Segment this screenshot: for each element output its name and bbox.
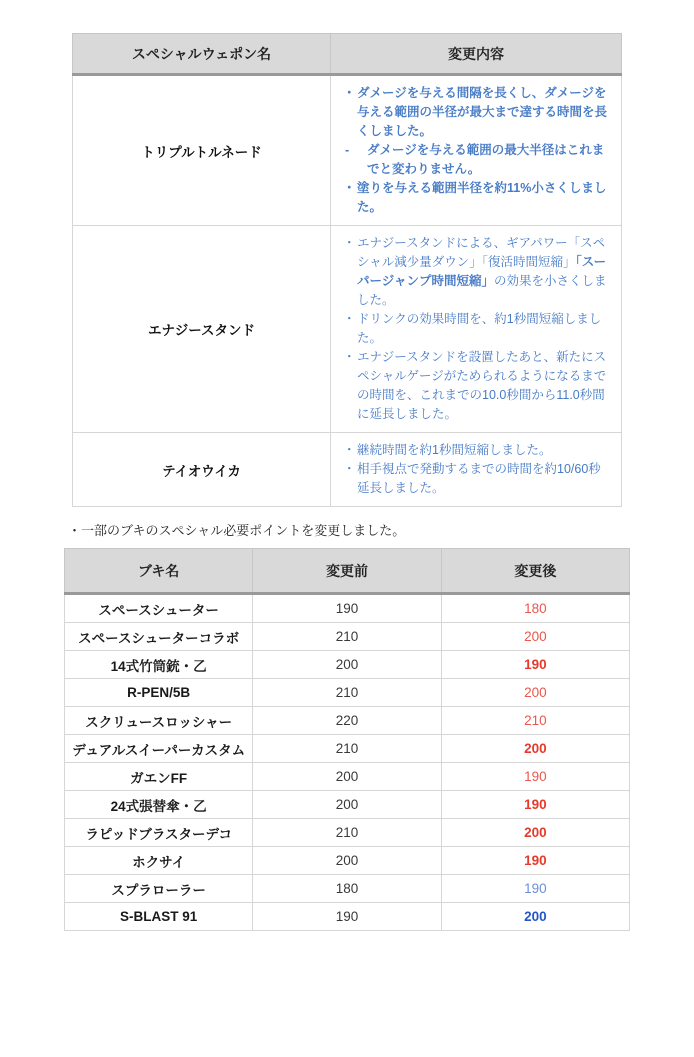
points-after-cell: 200	[441, 903, 629, 931]
points-after-cell: 190	[441, 847, 629, 875]
points-before-cell: 200	[253, 651, 441, 679]
change-text-bold-segment: 「スーパージャンプ時間短縮」	[357, 255, 607, 288]
points-after-cell: 180	[441, 594, 629, 623]
points-before-cell: 210	[253, 735, 441, 763]
points-table-row	[65, 875, 630, 903]
points-table-row	[65, 679, 630, 707]
changes-cell	[331, 75, 622, 226]
points-table-row	[65, 735, 630, 763]
points-table-row	[65, 763, 630, 791]
points-after-cell: 210	[441, 707, 629, 735]
points-weapon-cell: デュアルスイーパーカスタム	[65, 735, 253, 763]
change-text-segment: 相手視点で発動するまでの時間を約10/60秒延長しました。	[357, 462, 601, 495]
change-text-bold-segment: 塗りを与える範囲半径を約11%小さくしました。	[357, 181, 607, 214]
weapon-name-cell: テイオウイカ	[73, 433, 331, 507]
change-text-segment: エナジースタンドによる、ギアパワー「スペシャル減少量ダウン」「復活時間短縮」	[357, 236, 606, 269]
points-after-cell: 190	[441, 651, 629, 679]
special-table-row	[73, 75, 622, 226]
points-after-cell: 190	[441, 875, 629, 903]
points-before-cell: 210	[253, 819, 441, 847]
points-weapon-cell: 24式張替傘・乙	[65, 791, 253, 819]
change-line	[343, 234, 611, 310]
patch-notes-page	[0, 33, 694, 1057]
changes-cell	[331, 433, 622, 507]
points-weapon-cell: スペースシューター	[65, 594, 253, 623]
points-weapon-cell: ホクサイ	[65, 847, 253, 875]
special-table-header-changes: 変更内容	[331, 34, 622, 75]
points-before-cell: 190	[253, 903, 441, 931]
special-weapon-table	[72, 33, 622, 507]
change-text-segment: エナジースタンドを設置したあと、新たにスペシャルゲージがためられるようになるまでの時間を、これまでの10.0秒間から11.0秒間に延長しました。	[357, 350, 607, 421]
change-line	[343, 460, 611, 498]
change-text-bold-segment: ダメージを与える範囲の最大半径はこれまでと変わりません。	[367, 143, 605, 176]
points-before-cell: 200	[253, 763, 441, 791]
points-after-cell: 200	[441, 819, 629, 847]
change-text-segment: の効果を小さくしました。	[357, 274, 607, 307]
special-points-table	[64, 548, 630, 931]
points-weapon-cell: スクリュースロッシャー	[65, 707, 253, 735]
points-header-before: 変更前	[253, 549, 441, 594]
points-before-cell: 190	[253, 594, 441, 623]
change-line	[343, 310, 611, 348]
points-before-cell: 210	[253, 679, 441, 707]
special-table-row	[73, 226, 622, 433]
special-table-header-name: スペシャルウェポン名	[73, 34, 331, 75]
weapon-name-cell: エナジースタンド	[73, 226, 331, 433]
change-text-segment: 継続時間を約1秒間短縮しました。	[357, 443, 552, 457]
bullet-marker: ・	[343, 443, 356, 457]
points-table-header	[65, 549, 630, 594]
points-before-cell: 200	[253, 847, 441, 875]
special-table-header-row	[73, 34, 622, 75]
change-text	[357, 441, 611, 460]
change-line	[343, 179, 611, 217]
special-table-body	[73, 75, 622, 507]
points-before-cell: 210	[253, 623, 441, 651]
change-text	[357, 348, 611, 424]
points-after-cell: 200	[441, 623, 629, 651]
weapon-name-cell: トリプルトルネード	[73, 75, 331, 226]
change-text	[357, 310, 611, 348]
points-note: ・一部のブキのスペシャル必要ポイントを変更しました。	[68, 523, 406, 538]
change-line	[343, 84, 611, 141]
points-after-cell: 200	[441, 679, 629, 707]
points-weapon-cell: ラピッドブラスターデコ	[65, 819, 253, 847]
points-table-body	[65, 594, 630, 931]
special-table-row	[73, 433, 622, 507]
change-text	[357, 460, 611, 498]
points-weapon-cell: R-PEN/5B	[65, 679, 253, 707]
points-after-cell: 200	[441, 735, 629, 763]
special-table-header	[73, 34, 622, 75]
change-text	[367, 141, 611, 179]
points-before-cell: 220	[253, 707, 441, 735]
points-table-row	[65, 791, 630, 819]
points-before-cell: 180	[253, 875, 441, 903]
points-table-header-row	[65, 549, 630, 594]
points-table-row	[65, 847, 630, 875]
points-weapon-cell: スペースシューターコラボ	[65, 623, 253, 651]
change-text	[357, 179, 611, 217]
bullet-marker: ・	[343, 86, 356, 100]
change-line	[343, 348, 611, 424]
changes-cell	[331, 226, 622, 433]
points-weapon-cell: 14式竹筒銃・乙	[65, 651, 253, 679]
bullet-marker: ・	[343, 312, 356, 326]
change-line	[343, 141, 611, 179]
points-table-row	[65, 903, 630, 931]
points-table-row	[65, 594, 630, 623]
points-table-row	[65, 651, 630, 679]
points-after-cell: 190	[441, 791, 629, 819]
bullet-marker: ・	[343, 462, 356, 476]
points-table-row	[65, 623, 630, 651]
change-text	[357, 84, 611, 141]
points-weapon-cell: S-BLAST 91	[65, 903, 253, 931]
change-line	[343, 441, 611, 460]
points-weapon-cell: ガエンFF	[65, 763, 253, 791]
points-weapon-cell: スプラローラー	[65, 875, 253, 903]
points-header-after: 変更後	[441, 549, 629, 594]
points-before-cell: 200	[253, 791, 441, 819]
bullet-marker: -	[345, 143, 350, 157]
points-after-cell: 190	[441, 763, 629, 791]
change-text	[357, 234, 611, 310]
bullet-marker: ・	[343, 236, 356, 250]
change-text-segment: ドリンクの効果時間を、約1秒間短縮しました。	[357, 312, 602, 345]
bullet-marker: ・	[343, 181, 356, 195]
points-table-row	[65, 707, 630, 735]
bullet-marker: ・	[343, 350, 356, 364]
points-header-weapon: ブキ名	[65, 549, 253, 594]
points-table-row	[65, 819, 630, 847]
change-text-bold-segment: ダメージを与える間隔を長くし、ダメージを与える範囲の半径が最大まで達する時間を長くしました。	[357, 86, 608, 138]
